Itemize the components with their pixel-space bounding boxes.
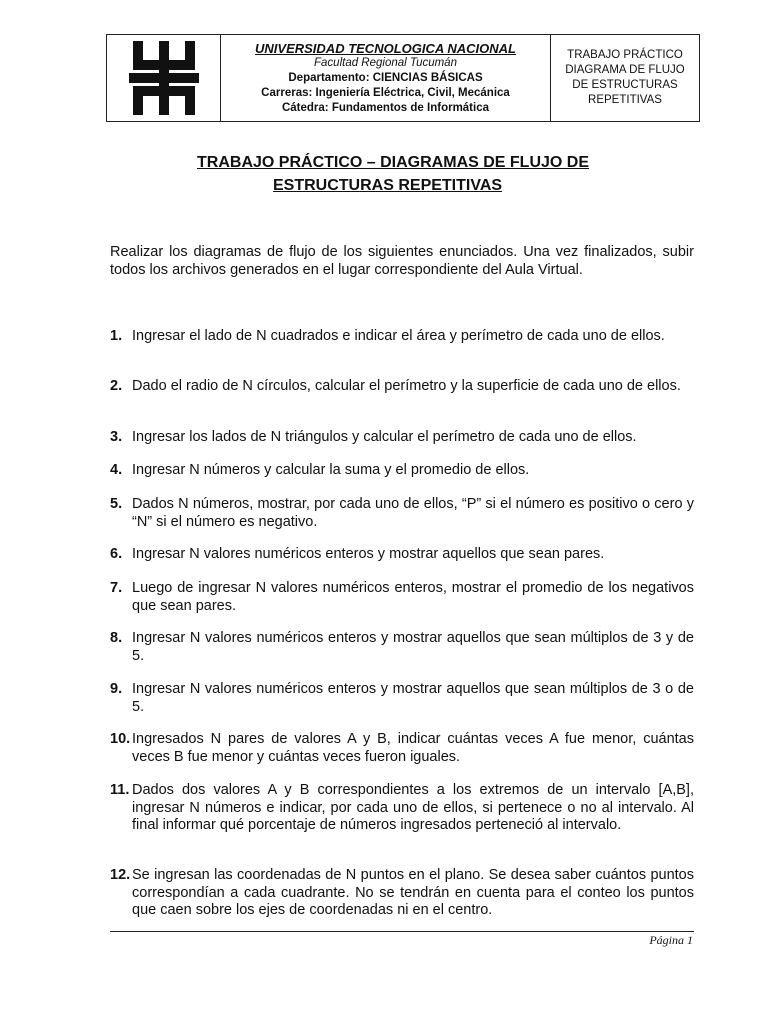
item-number: 3. [110, 429, 123, 445]
item-text: Dado el radio de N círculos, calcular el perímetro y la superficie de cada uno de ellos. [132, 378, 681, 394]
faculty-name: Facultad Regional Tucumán [314, 57, 457, 69]
item-text: Ingresar los lados de N triángulos y calcular el perímetro de cada uno de ellos. [132, 429, 637, 445]
item-number: 12. [110, 867, 131, 883]
item-text: Se ingresan las coordenadas de N puntos en el plano. Se desea saber cuántos puntos correspondían a cada cuadrante. No se tendrán en cuenta para el conteo los puntos que caen sobre los ejes de coordenadas ni en el centro. [132, 867, 694, 918]
page-title-line-2: ESTRUCTURAS REPETITIVAS [273, 177, 503, 194]
item-text: Dados dos valores A y B correspondientes a los extremos de un intervalo [A,B], ingresar N números e indicar, por cada uno de ellos, si pertenece o no al intervalo. Al final informar qué porcentaje de números ingresados perteneció al intervalo. [132, 782, 694, 833]
list-item [110, 580, 694, 615]
list-item [110, 867, 694, 920]
item-number: 7. [110, 580, 123, 596]
institution-cell [221, 35, 551, 121]
item-number: 1. [110, 328, 123, 344]
chair-line: Cátedra: Fundamentos de Informática [281, 102, 490, 114]
document-label-line: REPETITIVAS [588, 94, 662, 106]
document-label-line: DE ESTRUCTURAS [572, 79, 678, 91]
page-number: Página 1 [649, 933, 693, 947]
item-text: Luego de ingresar N valores numéricos enteros, mostrar el promedio de los negativos que sean pares. [132, 580, 694, 614]
university-name: UNIVERSIDAD TECNOLOGICA NACIONAL [255, 41, 516, 56]
document-header [106, 34, 700, 122]
list-item [110, 731, 694, 766]
item-number: 10. [110, 731, 131, 747]
footer-divider [110, 931, 694, 932]
item-text: Ingresar el lado de N cuadrados e indicar el área y perímetro de cada uno de ellos. [132, 328, 665, 344]
logo-cell [107, 35, 221, 121]
document-label-cell [551, 35, 699, 121]
department-name: Departamento: CIENCIAS BÁSICAS [288, 72, 483, 84]
list-item [110, 546, 694, 564]
item-number: 2. [110, 378, 123, 394]
document-label-line: DIAGRAMA DE FLUJO [565, 64, 685, 76]
list-item [110, 496, 694, 531]
item-text: Ingresar N valores numéricos enteros y mostrar aquellos que sean múltiplos de 3 y de 5. [132, 630, 694, 664]
document-label-line: TRABAJO PRÁCTICO [567, 49, 683, 61]
careers-line: Carreras: Ingeniería Eléctrica, Civil, Mecánica [261, 87, 510, 99]
item-text: Ingresar N números y calcular la suma y el promedio de ellos. [132, 462, 530, 478]
item-text: Ingresar N valores numéricos enteros y mostrar aquellos que sean pares. [132, 546, 605, 562]
list-item [110, 782, 694, 835]
item-number: 8. [110, 630, 123, 646]
list-item [110, 462, 694, 480]
item-number: 9. [110, 681, 123, 697]
item-number: 11. [110, 782, 130, 798]
list-item [110, 630, 694, 665]
page-title-line-1: TRABAJO PRÁCTICO – DIAGRAMAS DE FLUJO DE [197, 154, 590, 171]
item-number: 6. [110, 546, 123, 562]
item-text: Dados N números, mostrar, por cada uno de ellos, “P” si el número es positivo o cero y “N” si el número es negativo. [132, 496, 694, 530]
list-item [110, 378, 694, 396]
item-number: 4. [110, 462, 123, 478]
item-number: 5. [110, 496, 123, 512]
item-text: Ingresados N pares de valores A y B, indicar cuántas veces A fue menor, cuántas veces B fue menor y cuántas veces fueron iguales. [132, 731, 694, 765]
intro-paragraph: Realizar los diagramas de flujo de los siguientes enunciados. Una vez finalizados, subir todos los archivos generados en el lugar correspondiente del Aula Virtual. [110, 244, 694, 278]
list-item [110, 429, 694, 447]
list-item [110, 328, 694, 346]
list-item [110, 681, 694, 716]
item-text: Ingresar N valores numéricos enteros y mostrar aquellos que sean múltiplos de 3 o de 5. [132, 681, 694, 715]
utn-logo-icon [129, 39, 199, 117]
